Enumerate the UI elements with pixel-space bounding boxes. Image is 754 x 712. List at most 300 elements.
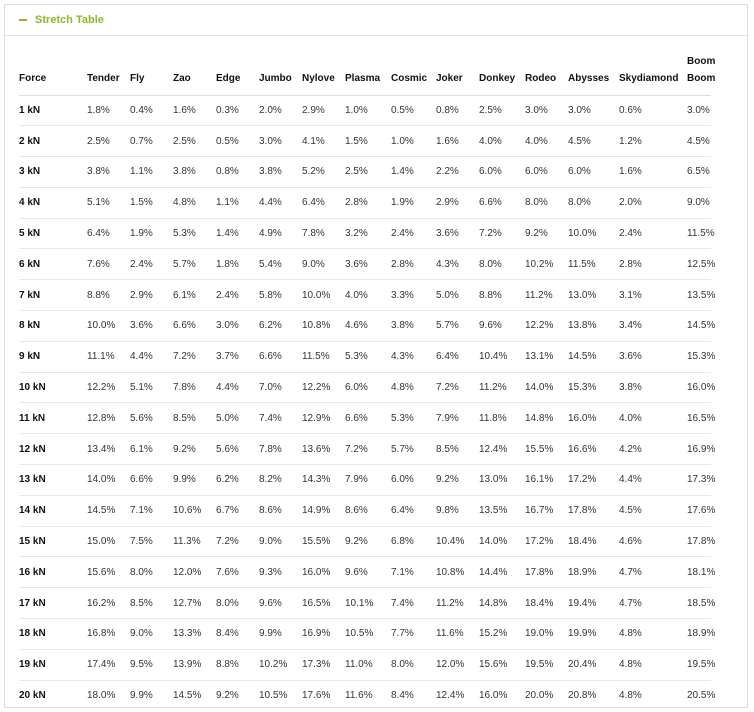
stretch-value-cell: 4.0% bbox=[479, 126, 525, 157]
stretch-value-cell: 2.8% bbox=[345, 187, 391, 218]
stretch-value-cell: 13.5% bbox=[479, 495, 525, 526]
stretch-value-cell: 17.2% bbox=[568, 465, 619, 496]
stretch-value-cell: 7.8% bbox=[302, 218, 345, 249]
stretch-value-cell: 8.5% bbox=[436, 434, 479, 465]
stretch-value-cell: 11.2% bbox=[525, 280, 568, 311]
stretch-value-cell: 7.1% bbox=[130, 495, 173, 526]
stretch-value-cell: 13.4% bbox=[87, 434, 130, 465]
stretch-value-cell: 7.4% bbox=[259, 403, 302, 434]
stretch-value-cell: 6.0% bbox=[479, 157, 525, 188]
stretch-value-cell: 14.0% bbox=[479, 526, 525, 557]
stretch-value-cell: 9.9% bbox=[259, 619, 302, 650]
force-cell: 2 kN bbox=[19, 126, 87, 157]
stretch-value-cell: 18.9% bbox=[568, 557, 619, 588]
stretch-value-cell: 17.3% bbox=[687, 465, 711, 496]
stretch-value-cell: 9.0% bbox=[687, 187, 711, 218]
stretch-value-cell: 6.4% bbox=[302, 187, 345, 218]
stretch-value-cell: 8.0% bbox=[525, 187, 568, 218]
force-cell: 1 kN bbox=[19, 95, 87, 126]
stretch-value-cell: 2.4% bbox=[391, 218, 436, 249]
force-cell: 13 kN bbox=[19, 465, 87, 496]
stretch-value-cell: 1.2% bbox=[619, 126, 687, 157]
stretch-value-cell: 1.4% bbox=[216, 218, 259, 249]
stretch-value-cell: 4.4% bbox=[216, 372, 259, 403]
force-cell: 5 kN bbox=[19, 218, 87, 249]
stretch-value-cell: 0.6% bbox=[619, 95, 687, 126]
stretch-value-cell: 6.0% bbox=[568, 157, 619, 188]
stretch-value-cell: 4.4% bbox=[619, 465, 687, 496]
stretch-value-cell: 1.6% bbox=[619, 157, 687, 188]
stretch-value-cell: 16.5% bbox=[302, 588, 345, 619]
table-row bbox=[19, 126, 711, 157]
stretch-value-cell: 7.9% bbox=[345, 465, 391, 496]
stretch-value-cell: 12.4% bbox=[436, 690, 465, 702]
stretch-value-cell: 1.1% bbox=[130, 157, 173, 188]
table-row bbox=[19, 187, 711, 218]
stretch-value-cell: 8.5% bbox=[173, 403, 216, 434]
stretch-value-cell: 14.8% bbox=[479, 588, 525, 619]
stretch-value-cell: 16.9% bbox=[687, 434, 711, 465]
force-cell: 15 kN bbox=[19, 526, 87, 557]
stretch-value-cell: 17.2% bbox=[525, 526, 568, 557]
stretch-value-cell: 5.0% bbox=[216, 403, 259, 434]
stretch-value-cell: 11.8% bbox=[479, 403, 525, 434]
stretch-value-cell: 17.8% bbox=[525, 557, 568, 588]
column-header: Nylove bbox=[302, 47, 345, 95]
stretch-value-cell: 13.3% bbox=[173, 619, 216, 650]
table-row bbox=[19, 157, 711, 188]
stretch-value-cell: 13.1% bbox=[525, 341, 568, 372]
panel-header-toggle[interactable] bbox=[5, 5, 747, 36]
stretch-value-cell: 2.9% bbox=[436, 187, 479, 218]
stretch-value-cell: 2.9% bbox=[302, 95, 345, 126]
stretch-value-cell: 6.0% bbox=[525, 157, 568, 188]
stretch-value-cell: 12.5% bbox=[687, 249, 711, 280]
stretch-value-cell: 12.0% bbox=[436, 649, 479, 680]
stretch-value-cell: 8.6% bbox=[259, 495, 302, 526]
table-header-row bbox=[19, 47, 711, 95]
stretch-value-cell: 14.4% bbox=[479, 557, 525, 588]
stretch-value-cell: 1.5% bbox=[345, 126, 391, 157]
stretch-value-cell: 3.6% bbox=[436, 218, 479, 249]
stretch-value-cell: 7.9% bbox=[436, 403, 479, 434]
force-cell: 10 kN bbox=[19, 372, 87, 403]
stretch-value-cell: 3.8% bbox=[619, 372, 687, 403]
stretch-value-cell: 5.4% bbox=[259, 249, 302, 280]
stretch-value-cell: 10.8% bbox=[436, 557, 479, 588]
table-row bbox=[19, 280, 711, 311]
stretch-value-cell: 18.1% bbox=[687, 557, 711, 588]
column-header: Tender bbox=[87, 47, 130, 95]
stretch-value-cell: 14.3% bbox=[302, 465, 345, 496]
stretch-value-cell: 0.7% bbox=[130, 126, 173, 157]
stretch-value-cell: 5.8% bbox=[259, 280, 302, 311]
stretch-value-cell: 4.0% bbox=[619, 403, 687, 434]
stretch-value-cell: 9.5% bbox=[130, 649, 173, 680]
stretch-value-cell: 6.0% bbox=[391, 465, 436, 496]
stretch-value-cell: 3.0% bbox=[525, 95, 568, 126]
stretch-value-cell: 11.2% bbox=[479, 372, 525, 403]
stretch-value-cell: 4.5% bbox=[568, 126, 619, 157]
stretch-value-cell: 9.9% bbox=[173, 465, 216, 496]
stretch-value-cell: 17.8% bbox=[568, 495, 619, 526]
stretch-value-cell: 3.6% bbox=[345, 249, 391, 280]
force-cell: 19 kN bbox=[19, 649, 87, 680]
stretch-value-cell: 18.0% bbox=[87, 690, 116, 702]
stretch-value-cell: 10.5% bbox=[259, 690, 288, 702]
stretch-value-cell: 4.8% bbox=[619, 619, 687, 650]
stretch-value-cell: 14.5% bbox=[173, 690, 202, 702]
column-header: Jumbo bbox=[259, 47, 302, 95]
table-row bbox=[19, 588, 711, 619]
stretch-value-cell: 13.5% bbox=[687, 280, 711, 311]
stretch-value-cell: 5.7% bbox=[173, 249, 216, 280]
stretch-value-cell: 12.9% bbox=[302, 403, 345, 434]
stretch-value-cell: 7.2% bbox=[436, 372, 479, 403]
stretch-value-cell: 9.2% bbox=[173, 434, 216, 465]
column-header: Cosmic bbox=[391, 47, 436, 95]
stretch-value-cell: 16.9% bbox=[302, 619, 345, 650]
stretch-value-cell: 4.2% bbox=[619, 434, 687, 465]
force-cell: 14 kN bbox=[19, 495, 87, 526]
stretch-value-cell: 4.1% bbox=[302, 126, 345, 157]
stretch-value-cell: 18.4% bbox=[525, 588, 568, 619]
stretch-value-cell: 6.6% bbox=[259, 341, 302, 372]
stretch-value-cell: 3.8% bbox=[173, 157, 216, 188]
stretch-value-cell: 17.6% bbox=[302, 690, 331, 702]
stretch-value-cell: 17.4% bbox=[87, 649, 130, 680]
stretch-value-cell: 15.2% bbox=[479, 619, 525, 650]
stretch-value-cell: 13.8% bbox=[568, 311, 619, 342]
column-header: Boom Boom bbox=[687, 47, 711, 95]
stretch-value-cell: 2.0% bbox=[259, 95, 302, 126]
stretch-value-cell: 10.5% bbox=[345, 619, 391, 650]
stretch-value-cell: 20.8% bbox=[568, 690, 597, 702]
stretch-value-cell: 16.0% bbox=[302, 557, 345, 588]
stretch-value-cell: 4.8% bbox=[391, 372, 436, 403]
table-row bbox=[19, 218, 711, 249]
stretch-value-cell: 3.8% bbox=[391, 311, 436, 342]
stretch-value-cell: 15.5% bbox=[302, 526, 345, 557]
stretch-value-cell: 4.8% bbox=[619, 690, 642, 702]
stretch-value-cell: 10.4% bbox=[479, 341, 525, 372]
force-cell: 20 kN bbox=[19, 690, 46, 702]
stretch-value-cell: 14.9% bbox=[302, 495, 345, 526]
stretch-value-cell: 3.0% bbox=[216, 311, 259, 342]
stretch-value-cell: 7.5% bbox=[130, 526, 173, 557]
stretch-value-cell: 4.8% bbox=[173, 187, 216, 218]
stretch-value-cell: 2.8% bbox=[619, 249, 687, 280]
stretch-table bbox=[19, 47, 716, 710]
stretch-value-cell: 10.2% bbox=[259, 649, 302, 680]
stretch-value-cell: 5.2% bbox=[302, 157, 345, 188]
stretch-value-cell: 1.8% bbox=[216, 249, 259, 280]
stretch-value-cell: 0.3% bbox=[216, 95, 259, 126]
stretch-value-cell: 9.6% bbox=[345, 557, 391, 588]
stretch-value-cell: 20.5% bbox=[687, 690, 716, 702]
stretch-value-cell: 4.8% bbox=[619, 649, 687, 680]
stretch-value-cell: 5.3% bbox=[345, 341, 391, 372]
stretch-value-cell: 9.9% bbox=[130, 690, 153, 702]
stretch-value-cell: 2.5% bbox=[87, 126, 130, 157]
table-row bbox=[19, 434, 711, 465]
stretch-value-cell: 8.8% bbox=[216, 649, 259, 680]
stretch-value-cell: 9.2% bbox=[525, 218, 568, 249]
stretch-value-cell: 3.7% bbox=[216, 341, 259, 372]
stretch-value-cell: 6.7% bbox=[216, 495, 259, 526]
stretch-value-cell: 6.5% bbox=[687, 157, 711, 188]
stretch-value-cell: 0.4% bbox=[130, 95, 173, 126]
stretch-value-cell: 4.0% bbox=[525, 126, 568, 157]
stretch-value-cell: 4.6% bbox=[345, 311, 391, 342]
stretch-value-cell: 10.8% bbox=[302, 311, 345, 342]
stretch-value-cell: 3.6% bbox=[130, 311, 173, 342]
stretch-value-cell: 19.4% bbox=[568, 588, 619, 619]
table-row bbox=[19, 95, 711, 126]
stretch-value-cell: 6.6% bbox=[345, 403, 391, 434]
stretch-value-cell: 7.4% bbox=[391, 588, 436, 619]
stretch-value-cell: 10.1% bbox=[345, 588, 391, 619]
stretch-value-cell: 18.4% bbox=[568, 526, 619, 557]
force-cell: 11 kN bbox=[19, 403, 87, 434]
stretch-value-cell: 0.8% bbox=[436, 95, 479, 126]
stretch-value-cell: 2.4% bbox=[619, 218, 687, 249]
stretch-value-cell: 1.8% bbox=[87, 95, 130, 126]
stretch-value-cell: 16.6% bbox=[568, 434, 619, 465]
force-cell: 17 kN bbox=[19, 588, 87, 619]
stretch-value-cell: 18.5% bbox=[687, 588, 711, 619]
stretch-value-cell: 15.5% bbox=[525, 434, 568, 465]
stretch-value-cell: 4.5% bbox=[687, 126, 711, 157]
stretch-value-cell: 15.6% bbox=[87, 557, 130, 588]
stretch-value-cell: 2.8% bbox=[391, 249, 436, 280]
stretch-value-cell: 8.2% bbox=[259, 465, 302, 496]
stretch-value-cell: 4.6% bbox=[619, 526, 687, 557]
force-cell: 12 kN bbox=[19, 434, 87, 465]
stretch-value-cell: 2.0% bbox=[619, 187, 687, 218]
stretch-value-cell: 14.5% bbox=[87, 495, 130, 526]
stretch-value-cell: 6.4% bbox=[87, 218, 130, 249]
stretch-value-cell: 11.5% bbox=[568, 249, 619, 280]
stretch-value-cell: 15.6% bbox=[479, 649, 525, 680]
stretch-value-cell: 19.0% bbox=[525, 619, 568, 650]
stretch-value-cell: 2.5% bbox=[173, 126, 216, 157]
stretch-value-cell: 14.0% bbox=[87, 465, 130, 496]
stretch-value-cell: 8.6% bbox=[345, 495, 391, 526]
stretch-value-cell: 6.6% bbox=[130, 465, 173, 496]
stretch-value-cell: 16.8% bbox=[87, 619, 130, 650]
stretch-value-cell: 6.8% bbox=[391, 526, 436, 557]
stretch-value-cell: 8.5% bbox=[130, 588, 173, 619]
stretch-value-cell: 15.3% bbox=[687, 341, 711, 372]
stretch-value-cell: 17.6% bbox=[687, 495, 711, 526]
stretch-value-cell: 9.2% bbox=[216, 690, 239, 702]
stretch-value-cell: 10.0% bbox=[87, 311, 130, 342]
stretch-value-cell: 13.6% bbox=[302, 434, 345, 465]
stretch-value-cell: 9.2% bbox=[436, 465, 479, 496]
stretch-value-cell: 4.3% bbox=[436, 249, 479, 280]
stretch-value-cell: 14.5% bbox=[568, 341, 619, 372]
stretch-value-cell: 2.2% bbox=[436, 157, 479, 188]
stretch-value-cell: 6.6% bbox=[479, 187, 525, 218]
stretch-value-cell: 5.0% bbox=[436, 280, 479, 311]
stretch-value-cell: 18.9% bbox=[687, 619, 711, 650]
stretch-value-cell: 2.9% bbox=[130, 280, 173, 311]
stretch-value-cell: 16.1% bbox=[525, 465, 568, 496]
force-cell: 9 kN bbox=[19, 341, 87, 372]
stretch-value-cell: 16.7% bbox=[525, 495, 568, 526]
stretch-value-cell: 20.4% bbox=[568, 649, 619, 680]
stretch-value-cell: 6.0% bbox=[345, 372, 391, 403]
stretch-value-cell: 11.2% bbox=[436, 588, 479, 619]
stretch-value-cell: 8.0% bbox=[568, 187, 619, 218]
stretch-value-cell: 3.4% bbox=[619, 311, 687, 342]
force-cell: 8 kN bbox=[19, 311, 87, 342]
force-cell: 4 kN bbox=[19, 187, 87, 218]
stretch-value-cell: 3.0% bbox=[259, 126, 302, 157]
stretch-value-cell: 5.1% bbox=[87, 187, 130, 218]
stretch-value-cell: 11.5% bbox=[687, 218, 711, 249]
stretch-value-cell: 14.5% bbox=[687, 311, 711, 342]
stretch-value-cell: 8.0% bbox=[216, 588, 259, 619]
stretch-value-cell: 13.9% bbox=[173, 649, 216, 680]
stretch-value-cell: 6.1% bbox=[173, 280, 216, 311]
stretch-value-cell: 1.6% bbox=[173, 95, 216, 126]
stretch-value-cell: 7.2% bbox=[173, 341, 216, 372]
stretch-value-cell: 14.0% bbox=[525, 372, 568, 403]
stretch-value-cell: 13.0% bbox=[568, 280, 619, 311]
stretch-value-cell: 4.4% bbox=[259, 187, 302, 218]
stretch-value-cell: 9.3% bbox=[259, 557, 302, 588]
stretch-value-cell: 10.0% bbox=[568, 218, 619, 249]
stretch-value-cell: 2.5% bbox=[345, 157, 391, 188]
stretch-value-cell: 9.6% bbox=[259, 588, 302, 619]
stretch-value-cell: 5.3% bbox=[173, 218, 216, 249]
stretch-value-cell: 1.9% bbox=[130, 218, 173, 249]
stretch-value-cell: 12.2% bbox=[87, 372, 130, 403]
stretch-value-cell: 5.3% bbox=[391, 403, 436, 434]
stretch-value-cell: 8.4% bbox=[391, 690, 414, 702]
stretch-value-cell: 13.0% bbox=[479, 465, 525, 496]
stretch-value-cell: 7.7% bbox=[391, 619, 436, 650]
stretch-value-cell: 7.2% bbox=[345, 434, 391, 465]
stretch-value-cell: 17.3% bbox=[302, 649, 345, 680]
stretch-value-cell: 11.0% bbox=[345, 649, 391, 680]
stretch-value-cell: 16.0% bbox=[479, 690, 508, 702]
stretch-value-cell: 20.0% bbox=[525, 690, 554, 702]
stretch-value-cell: 7.2% bbox=[216, 526, 259, 557]
stretch-value-cell: 6.4% bbox=[391, 495, 436, 526]
stretch-value-cell: 5.1% bbox=[130, 372, 173, 403]
stretch-value-cell: 3.2% bbox=[345, 218, 391, 249]
column-header: Plasma bbox=[345, 47, 391, 95]
stretch-value-cell: 2.5% bbox=[479, 95, 525, 126]
column-header: Edge bbox=[216, 47, 259, 95]
table-row bbox=[19, 465, 711, 496]
stretch-value-cell: 3.8% bbox=[259, 157, 302, 188]
stretch-value-cell: 4.0% bbox=[345, 280, 391, 311]
stretch-value-cell: 5.6% bbox=[216, 434, 259, 465]
stretch-value-cell: 10.2% bbox=[525, 249, 568, 280]
force-cell: 6 kN bbox=[19, 249, 87, 280]
stretch-value-cell: 6.6% bbox=[173, 311, 216, 342]
stretch-value-cell: 7.6% bbox=[87, 249, 130, 280]
force-cell: 18 kN bbox=[19, 619, 87, 650]
stretch-value-cell: 9.6% bbox=[479, 311, 525, 342]
force-cell: 16 kN bbox=[19, 557, 87, 588]
column-header: Joker bbox=[436, 47, 479, 95]
stretch-value-cell: 1.4% bbox=[391, 157, 436, 188]
stretch-value-cell: 1.6% bbox=[436, 126, 479, 157]
stretch-value-cell: 19.5% bbox=[687, 649, 711, 680]
table-row bbox=[19, 649, 711, 680]
table-row bbox=[19, 619, 711, 650]
stretch-value-cell: 5.6% bbox=[130, 403, 173, 434]
stretch-value-cell: 12.8% bbox=[87, 403, 130, 434]
column-header: Zao bbox=[173, 47, 216, 95]
stretch-value-cell: 2.4% bbox=[216, 280, 259, 311]
stretch-value-cell: 6.4% bbox=[436, 341, 479, 372]
table-row bbox=[19, 495, 711, 526]
stretch-value-cell: 19.5% bbox=[525, 649, 568, 680]
stretch-value-cell: 3.0% bbox=[568, 95, 619, 126]
stretch-value-cell: 7.2% bbox=[479, 218, 525, 249]
stretch-value-cell: 6.2% bbox=[216, 465, 259, 496]
stretch-value-cell: 16.5% bbox=[687, 403, 711, 434]
column-header: Fly bbox=[130, 47, 173, 95]
stretch-value-cell: 11.3% bbox=[173, 526, 216, 557]
stretch-value-cell: 7.8% bbox=[173, 372, 216, 403]
stretch-value-cell: 3.1% bbox=[619, 280, 687, 311]
stretch-value-cell: 7.0% bbox=[259, 372, 302, 403]
table-container bbox=[19, 47, 716, 710]
stretch-value-cell: 7.8% bbox=[259, 434, 302, 465]
stretch-value-cell: 11.6% bbox=[436, 619, 479, 650]
stretch-value-cell: 12.2% bbox=[302, 372, 345, 403]
stretch-value-cell: 12.7% bbox=[173, 588, 216, 619]
stretch-value-cell: 5.7% bbox=[391, 434, 436, 465]
force-cell: 3 kN bbox=[19, 157, 87, 188]
stretch-value-cell: 10.0% bbox=[302, 280, 345, 311]
stretch-value-cell: 0.5% bbox=[391, 95, 436, 126]
table-row bbox=[19, 680, 711, 710]
stretch-value-cell: 12.4% bbox=[479, 434, 525, 465]
stretch-value-cell: 11.5% bbox=[302, 341, 345, 372]
stretch-table-panel bbox=[4, 4, 748, 708]
stretch-value-cell: 17.8% bbox=[687, 526, 711, 557]
column-header: Rodeo bbox=[525, 47, 568, 95]
stretch-value-cell: 1.0% bbox=[391, 126, 436, 157]
stretch-value-cell: 15.3% bbox=[568, 372, 619, 403]
stretch-value-cell: 0.8% bbox=[216, 157, 259, 188]
stretch-value-cell: 16.0% bbox=[568, 403, 619, 434]
stretch-value-cell: 9.0% bbox=[259, 526, 302, 557]
stretch-value-cell: 10.6% bbox=[173, 495, 216, 526]
stretch-value-cell: 14.8% bbox=[525, 403, 568, 434]
table-row bbox=[19, 311, 711, 342]
force-cell: 7 kN bbox=[19, 280, 87, 311]
stretch-value-cell: 4.7% bbox=[619, 557, 687, 588]
stretch-value-cell: 16.2% bbox=[87, 588, 130, 619]
minus-icon[interactable] bbox=[19, 19, 27, 21]
stretch-value-cell: 9.0% bbox=[130, 619, 173, 650]
stretch-value-cell: 8.8% bbox=[87, 280, 130, 311]
stretch-value-cell: 3.6% bbox=[619, 341, 687, 372]
table-row bbox=[19, 526, 711, 557]
stretch-value-cell: 7.1% bbox=[391, 557, 436, 588]
stretch-value-cell: 8.0% bbox=[391, 649, 436, 680]
stretch-value-cell: 12.0% bbox=[173, 557, 216, 588]
